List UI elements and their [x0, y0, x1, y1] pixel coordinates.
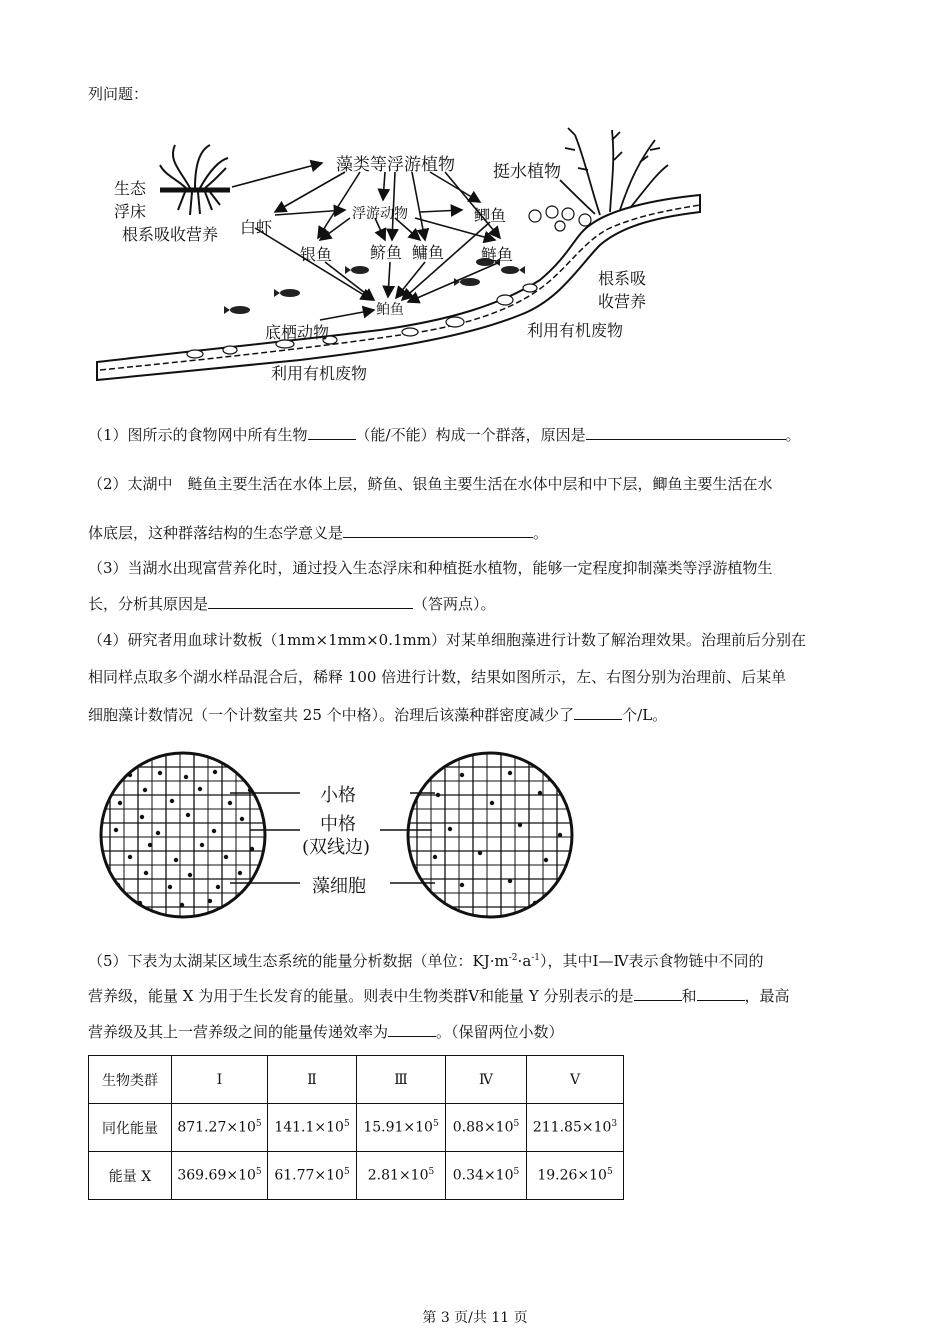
q3-blank[interactable] [208, 594, 413, 609]
label-root-absorb-right-2: 收营养 [598, 292, 647, 311]
q5-text-a: 营养级，能量 X 为用于生长发育的能量。则表中生物类群Ⅴ和能量 Y 分别表示的是 [88, 987, 634, 1005]
table-cell: $369.69\times 10^5$ [172, 1152, 268, 1200]
q5-blank-1[interactable] [634, 986, 682, 1001]
q4-text-b: 个/L。 [622, 706, 668, 724]
label-catfish: 鲌鱼 [376, 302, 404, 318]
table-header-cell: Ⅴ [527, 1056, 624, 1104]
label-emergent-plants: 挺水植物 [493, 162, 561, 182]
question-2-line-1: （2）太湖中 鲢鱼主要生活在水体上层，鲚鱼、银鱼主要生活在水体中层和中下层，鲫鱼主要生活在水 [88, 475, 773, 493]
intro-text: 列问题： [88, 85, 149, 103]
table-header-cell: 生物类群 [89, 1056, 172, 1104]
q2-text-a: 体底层，这种群落结构的生态学意义是 [88, 524, 344, 542]
table-cell: $211.85\times 10^3$ [527, 1104, 624, 1152]
table-cell: $19.26\times 10^5$ [527, 1152, 624, 1200]
q5-blank-3[interactable] [388, 1022, 436, 1037]
label-organic-bottom: 利用有机废物 [271, 364, 368, 383]
label-algae-cell: 藻细胞 [312, 876, 366, 897]
label-algae: 藻类等浮游植物 [336, 155, 455, 175]
label-bighead: 鳙鱼 [412, 243, 445, 262]
q5-unit-text-a: （5）下表为太湖某区域生态系统的能量分析数据（单位：KJ·m [88, 952, 509, 970]
q1-text-a: （1）图所示的食物网中所有生物 [88, 426, 308, 444]
label-small-grid: 小格 [320, 785, 356, 806]
page-footer: 第 3 页/共 11 页 [422, 1310, 528, 1326]
question-3-line-1: （3）当湖水出现富营养化时，通过投入生态浮床和种植挺水植物，能够一定程度抑制藻类等浮游植物生 [88, 559, 773, 577]
q5-text-c: ，最高 [744, 987, 790, 1005]
q1-text-b: （能/不能）构成一个群落，原因是 [355, 426, 586, 444]
q5-unit-sup-1: -2 [508, 953, 518, 963]
question-5-line-3 [88, 1020, 868, 1044]
question-1 [88, 423, 868, 447]
label-crucian: 鲫鱼 [474, 206, 507, 225]
label-zooplankton: 浮游动物 [352, 206, 408, 222]
table-cell: $0.88\times 10^5$ [446, 1104, 527, 1152]
counting-chamber-figure [90, 745, 610, 925]
q3-text-b: （答两点）。 [413, 595, 496, 613]
label-root-absorb-left: 根系吸收营养 [122, 225, 219, 244]
question-3-line-2 [88, 592, 868, 616]
question-5-line-1 [88, 946, 868, 973]
q5-unit-text-mid: ·a [517, 952, 532, 970]
q5-text-e: 。（保留两位小数） [436, 1023, 564, 1041]
label-white-shrimp: 白虾 [240, 218, 273, 237]
label-silverfish: 银鱼 [300, 245, 333, 264]
label-float-bed-2: 浮床 [114, 202, 147, 221]
q5-text-d: 营养级及其上一营养级之间的能量传递效率为 [88, 1023, 389, 1041]
question-4-line-1: （4）研究者用血球计数板（1mm×1mm×0.1mm）对某单细胞藻进行计数了解治理效果。治理前后分别在 [88, 631, 806, 649]
q1-blank-1[interactable] [308, 425, 356, 440]
table-row-assimilated-energy [89, 1104, 624, 1152]
question-2-line-2 [88, 521, 868, 545]
food-web-figure [0, 0, 950, 400]
q2-blank[interactable] [343, 523, 533, 538]
label-mid-grid: 中格 [320, 814, 356, 835]
table-cell: $871.27\times 10^5$ [172, 1104, 268, 1152]
table-header-cell: Ⅰ [172, 1056, 268, 1104]
q5-unit-sup-2: -1 [531, 953, 541, 963]
question-5-line-2 [88, 984, 868, 1008]
table-cell: $2.81\times 10^5$ [357, 1152, 446, 1200]
question-4-line-3 [88, 703, 868, 727]
q3-text-a: 长，分析其原因是 [88, 595, 209, 613]
q1-text-c: 。 [785, 426, 801, 444]
q5-blank-2[interactable] [697, 986, 745, 1001]
label-root-absorb-right-1: 根系吸 [598, 269, 647, 288]
table-header-cell: Ⅲ [357, 1056, 446, 1104]
question-4-line-2: 相同样点取多个湖水样品混合后，稀释 100 倍进行计数，结果如图所示，左、右图分别为治理前、后某单 [88, 668, 787, 686]
q4-blank[interactable] [574, 705, 622, 720]
label-double-edge: (双线边) [302, 837, 371, 858]
q5-text-b: 和 [681, 987, 697, 1005]
label-silver-carp: 鲢鱼 [481, 245, 514, 264]
label-organic-right: 利用有机废物 [527, 321, 624, 340]
table-cell: $0.34\times 10^5$ [446, 1152, 527, 1200]
row-label: 能量 X [89, 1152, 172, 1200]
energy-table [88, 1055, 624, 1200]
table-row-energy-x [89, 1152, 624, 1200]
q5-unit-text-b: ），其中Ⅰ—Ⅳ表示食物链中不同的 [540, 952, 764, 970]
label-float-bed-1: 生态 [114, 179, 147, 198]
q4-text-a: 细胞藻计数情况（一个计数室共 25 个中格）。治理后该藻种群密度减少了 [88, 706, 575, 724]
table-header-cell: Ⅱ [268, 1056, 357, 1104]
label-benthic: 底栖动物 [265, 323, 330, 342]
table-header-row [89, 1056, 624, 1104]
table-header-cell: Ⅳ [446, 1056, 527, 1104]
q2-text-b: 。 [533, 524, 549, 542]
q1-blank-2[interactable] [586, 425, 786, 440]
table-cell: $141.1\times 10^5$ [268, 1104, 357, 1152]
table-cell: $15.91\times 10^5$ [357, 1104, 446, 1152]
table-cell: $61.77\times 10^5$ [268, 1152, 357, 1200]
label-mandarin: 鲚鱼 [370, 243, 403, 262]
row-label: 同化能量 [89, 1104, 172, 1152]
